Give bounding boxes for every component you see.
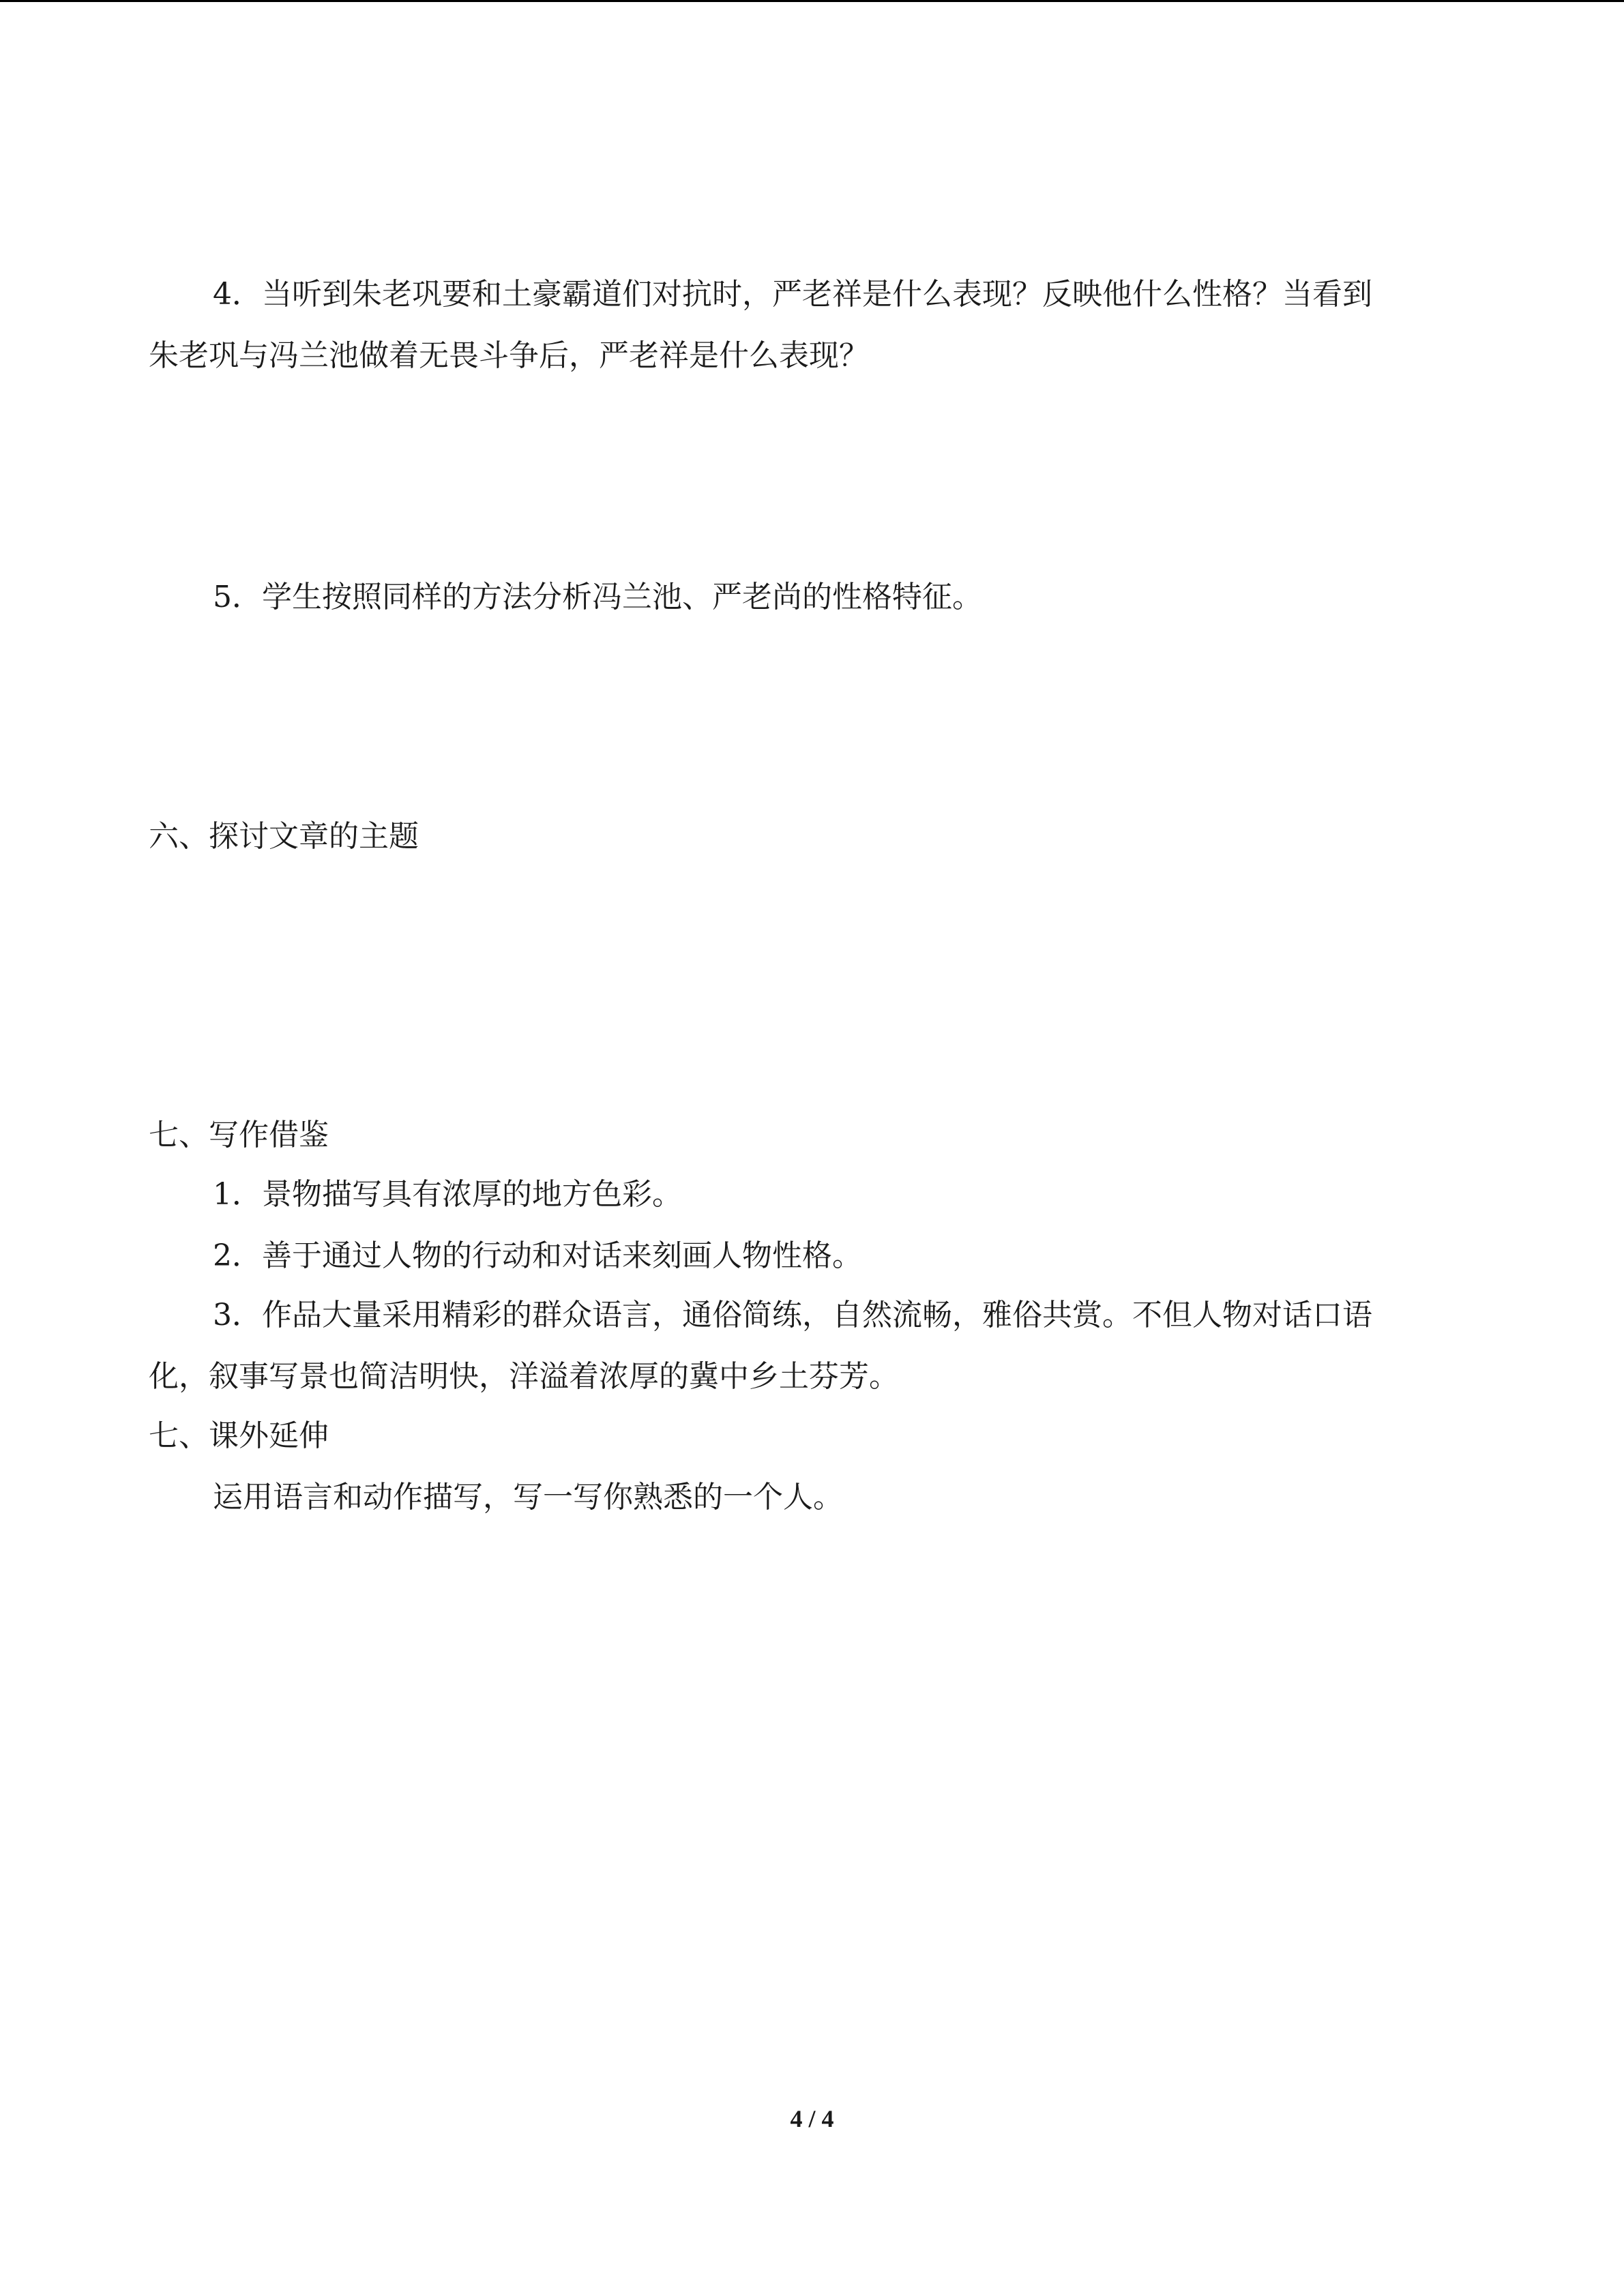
section-7-heading: 七、写作借鉴 xyxy=(149,1118,329,1152)
section-7-item-3-line-1: 3．作品大量采用精彩的群众语言，通俗简练，自然流畅，雅俗共赏。不但人物对话口语 xyxy=(213,1298,1372,1332)
question-5-line-1: 5．学生按照同样的方法分析冯兰池、严老尚的性格特征。 xyxy=(213,580,982,614)
section-8-heading: 七、课外延伸 xyxy=(149,1418,329,1453)
section-6-heading: 六、探讨文章的主题 xyxy=(149,819,419,854)
section-8-content: 运用语言和动作描写，写一写你熟悉的一个人。 xyxy=(213,1480,843,1515)
question-4-line-2: 朱老巩与冯兰池做着无畏斗争后，严老祥是什么表现？ xyxy=(149,338,869,373)
section-7-item-1: 1．景物描写具有浓厚的地方色彩。 xyxy=(213,1177,682,1212)
question-4-line-1: 4．当听到朱老巩要和土豪霸道们对抗时，严老祥是什么表现？反映他什么性格？当看到 xyxy=(213,277,1372,312)
page-number: 4 / 4 xyxy=(790,2105,834,2132)
section-7-item-3-line-2: 化，叙事写景也简洁明快，洋溢着浓厚的冀中乡土芬芳。 xyxy=(149,1359,899,1394)
section-7-item-2: 2．善于通过人物的行动和对话来刻画人物性格。 xyxy=(213,1238,862,1273)
page-top-border xyxy=(0,0,1624,2)
